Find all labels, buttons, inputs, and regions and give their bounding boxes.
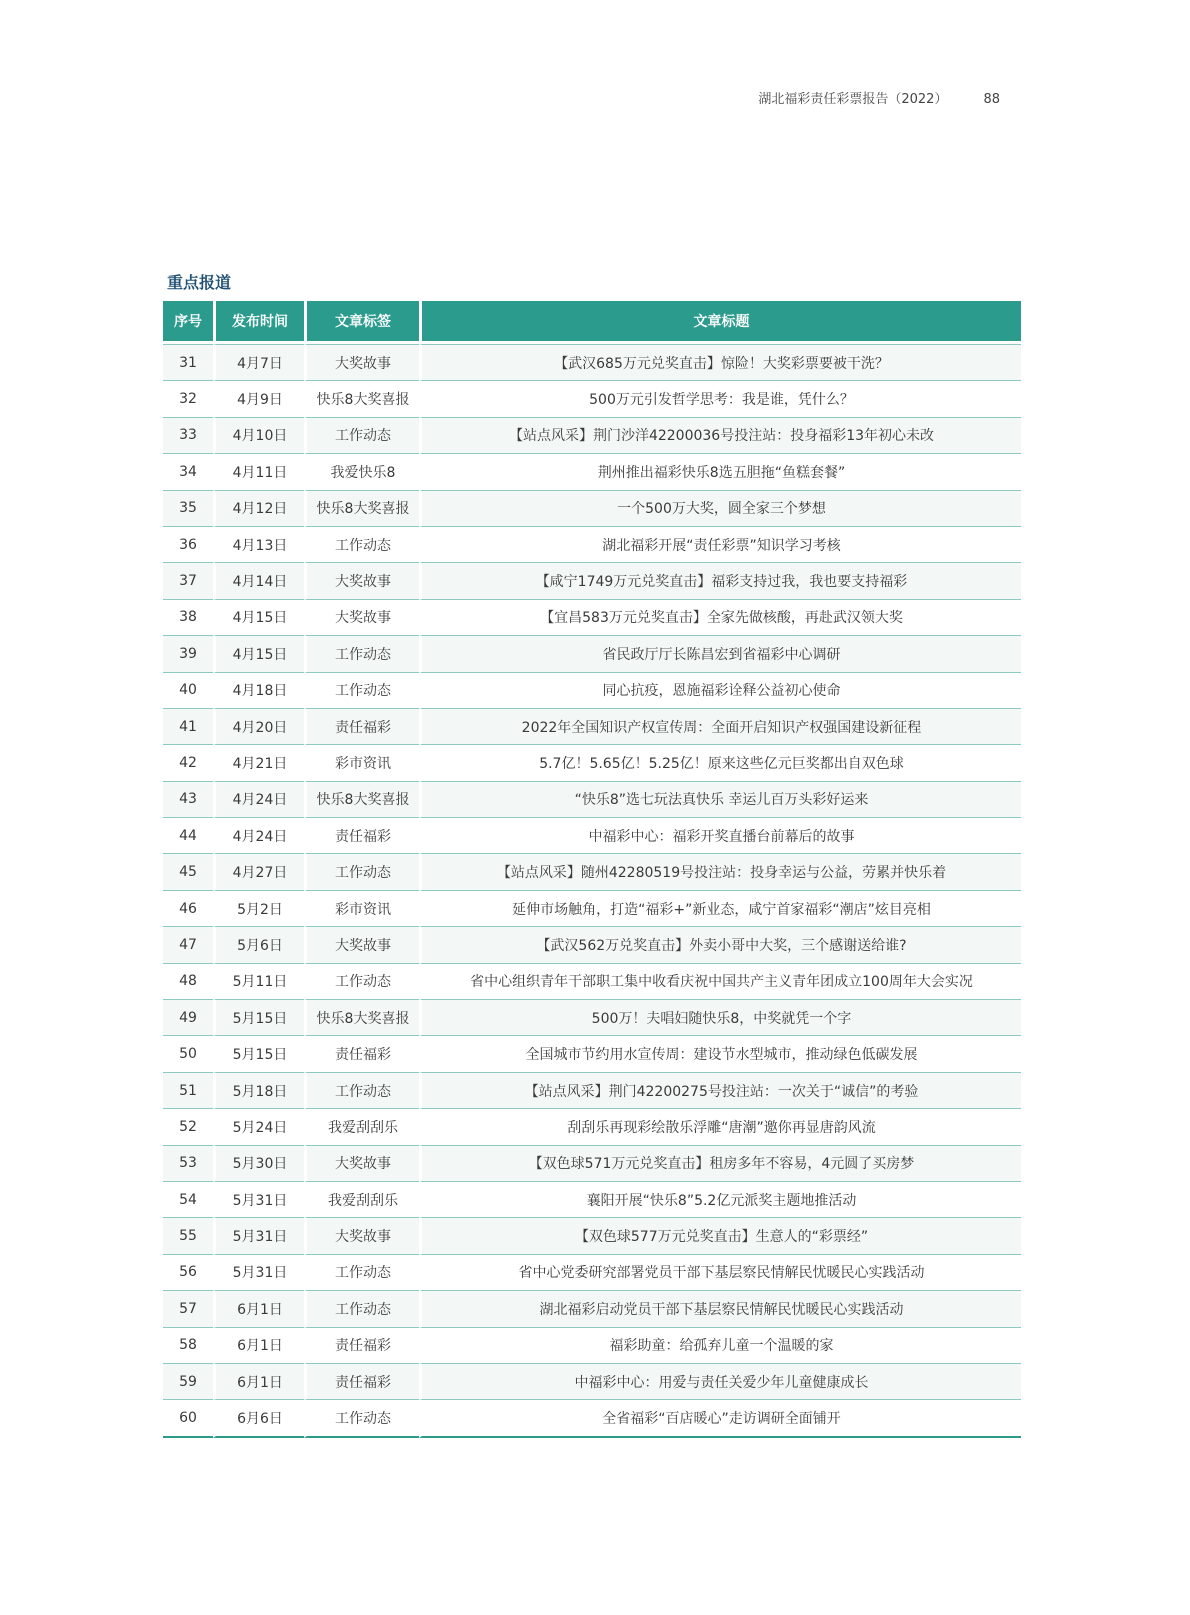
table-row bbox=[163, 781, 1021, 817]
column-header-seq: 序号 bbox=[163, 301, 213, 344]
cell-title: 中福彩中心：福彩开奖直播台前幕后的故事 bbox=[419, 817, 1021, 853]
cell-seq: 47 bbox=[163, 926, 213, 962]
cell-date: 4月12日 bbox=[213, 490, 304, 526]
cell-date: 4月24日 bbox=[213, 781, 304, 817]
table-row bbox=[163, 963, 1021, 999]
cell-date: 5月31日 bbox=[213, 1181, 304, 1217]
cell-seq: 39 bbox=[163, 635, 213, 671]
cell-tag: 我爱刮刮乐 bbox=[304, 1181, 419, 1217]
table-body bbox=[163, 344, 1021, 1438]
cell-title: 同心抗疫，恩施福彩诠释公益初心使命 bbox=[419, 672, 1021, 708]
cell-seq: 49 bbox=[163, 999, 213, 1035]
table-row bbox=[163, 453, 1021, 489]
table-row bbox=[163, 344, 1021, 380]
cell-date: 6月1日 bbox=[213, 1327, 304, 1363]
cell-tag: 责任福彩 bbox=[304, 1035, 419, 1071]
cell-date: 4月15日 bbox=[213, 599, 304, 635]
cell-title: 全国城市节约用水宣传周：建设节水型城市，推动绿色低碳发展 bbox=[419, 1035, 1021, 1071]
cell-seq: 57 bbox=[163, 1290, 213, 1326]
cell-title: 【双色球577万元兑奖直击】生意人的“彩票经” bbox=[419, 1217, 1021, 1253]
cell-title: “快乐8”选七玩法真快乐 幸运儿百万头彩好运来 bbox=[419, 781, 1021, 817]
cell-date: 5月11日 bbox=[213, 963, 304, 999]
table-row bbox=[163, 1145, 1021, 1181]
cell-tag: 大奖故事 bbox=[304, 344, 419, 380]
cell-tag: 工作动态 bbox=[304, 635, 419, 671]
cell-seq: 56 bbox=[163, 1254, 213, 1290]
cell-date: 4月27日 bbox=[213, 853, 304, 889]
table-row bbox=[163, 890, 1021, 926]
cell-seq: 41 bbox=[163, 708, 213, 744]
cell-tag: 大奖故事 bbox=[304, 599, 419, 635]
cell-tag: 工作动态 bbox=[304, 1290, 419, 1326]
cell-date: 6月1日 bbox=[213, 1290, 304, 1326]
cell-date: 4月13日 bbox=[213, 526, 304, 562]
cell-tag: 快乐8大奖喜报 bbox=[304, 781, 419, 817]
cell-date: 4月10日 bbox=[213, 417, 304, 453]
cell-title: 【站点风采】荆门沙洋42200036号投注站：投身福彩13年初心未改 bbox=[419, 417, 1021, 453]
cell-title: 荆州推出福彩快乐8选五胆拖“鱼糕套餐” bbox=[419, 453, 1021, 489]
cell-title: 【站点风采】随州42280519号投注站：投身幸运与公益，劳累并快乐着 bbox=[419, 853, 1021, 889]
table-row bbox=[163, 635, 1021, 671]
column-header-date: 发布时间 bbox=[213, 301, 304, 344]
table-row bbox=[163, 1181, 1021, 1217]
cell-tag: 大奖故事 bbox=[304, 562, 419, 598]
cell-tag: 彩市资讯 bbox=[304, 890, 419, 926]
cell-tag: 快乐8大奖喜报 bbox=[304, 380, 419, 416]
cell-tag: 工作动态 bbox=[304, 853, 419, 889]
table-row bbox=[163, 417, 1021, 453]
cell-tag: 工作动态 bbox=[304, 672, 419, 708]
cell-title: 【双色球571万元兑奖直击】租房多年不容易，4元圆了买房梦 bbox=[419, 1145, 1021, 1181]
cell-date: 4月24日 bbox=[213, 817, 304, 853]
table-row bbox=[163, 744, 1021, 780]
section-title: 重点报道 bbox=[167, 273, 232, 292]
cell-tag: 我爱刮刮乐 bbox=[304, 1108, 419, 1144]
table-row bbox=[163, 853, 1021, 889]
cell-title: 2022年全国知识产权宣传周：全面开启知识产权强国建设新征程 bbox=[419, 708, 1021, 744]
cell-seq: 36 bbox=[163, 526, 213, 562]
cell-seq: 59 bbox=[163, 1363, 213, 1399]
running-header bbox=[758, 88, 1000, 107]
table-row bbox=[163, 1035, 1021, 1071]
cell-title: 【武汉685万元兑奖直击】惊险！大奖彩票要被干洗？ bbox=[419, 344, 1021, 380]
cell-title: 省中心党委研究部署党员干部下基层察民情解民忧暖民心实践活动 bbox=[419, 1254, 1021, 1290]
cell-seq: 54 bbox=[163, 1181, 213, 1217]
cell-date: 5月6日 bbox=[213, 926, 304, 962]
cell-seq: 46 bbox=[163, 890, 213, 926]
cell-title: 5.7亿！5.65亿！5.25亿！原来这些亿元巨奖都出自双色球 bbox=[419, 744, 1021, 780]
table-row bbox=[163, 708, 1021, 744]
cell-seq: 34 bbox=[163, 453, 213, 489]
table-header-row bbox=[163, 301, 1021, 344]
cell-seq: 42 bbox=[163, 744, 213, 780]
cell-seq: 32 bbox=[163, 380, 213, 416]
cell-tag: 工作动态 bbox=[304, 1399, 419, 1437]
cell-tag: 彩市资讯 bbox=[304, 744, 419, 780]
cell-tag: 责任福彩 bbox=[304, 1327, 419, 1363]
cell-date: 4月18日 bbox=[213, 672, 304, 708]
cell-seq: 33 bbox=[163, 417, 213, 453]
table-row bbox=[163, 1399, 1021, 1437]
cell-seq: 51 bbox=[163, 1072, 213, 1108]
cell-seq: 60 bbox=[163, 1399, 213, 1437]
cell-tag: 工作动态 bbox=[304, 417, 419, 453]
cell-date: 5月15日 bbox=[213, 999, 304, 1035]
table-row bbox=[163, 1327, 1021, 1363]
cell-title: 省中心组织青年干部职工集中收看庆祝中国共产主义青年团成立100周年大会实况 bbox=[419, 963, 1021, 999]
cell-date: 4月11日 bbox=[213, 453, 304, 489]
cell-date: 5月30日 bbox=[213, 1145, 304, 1181]
cell-date: 5月31日 bbox=[213, 1254, 304, 1290]
cell-date: 4月20日 bbox=[213, 708, 304, 744]
cell-title: 【咸宁1749万元兑奖直击】福彩支持过我，我也要支持福彩 bbox=[419, 562, 1021, 598]
cell-date: 5月24日 bbox=[213, 1108, 304, 1144]
cell-tag: 快乐8大奖喜报 bbox=[304, 999, 419, 1035]
cell-date: 6月6日 bbox=[213, 1399, 304, 1437]
cell-tag: 工作动态 bbox=[304, 526, 419, 562]
table-row bbox=[163, 999, 1021, 1035]
cell-seq: 40 bbox=[163, 672, 213, 708]
cell-title: 襄阳开展“快乐8”5.2亿元派奖主题地推活动 bbox=[419, 1181, 1021, 1217]
cell-tag: 快乐8大奖喜报 bbox=[304, 490, 419, 526]
cell-seq: 55 bbox=[163, 1217, 213, 1253]
cell-seq: 53 bbox=[163, 1145, 213, 1181]
table-row bbox=[163, 817, 1021, 853]
cell-title: 500万元引发哲学思考：我是谁，凭什么？ bbox=[419, 380, 1021, 416]
cell-tag: 工作动态 bbox=[304, 1254, 419, 1290]
cell-date: 6月1日 bbox=[213, 1363, 304, 1399]
cell-tag: 大奖故事 bbox=[304, 1217, 419, 1253]
cell-title: 刮刮乐再现彩绘散乐浮雕“唐潮”邀你再显唐韵风流 bbox=[419, 1108, 1021, 1144]
page-number: 88 bbox=[983, 92, 1000, 107]
cell-seq: 44 bbox=[163, 817, 213, 853]
cell-tag: 大奖故事 bbox=[304, 1145, 419, 1181]
cell-seq: 50 bbox=[163, 1035, 213, 1071]
cell-date: 4月15日 bbox=[213, 635, 304, 671]
cell-title: 湖北福彩开展“责任彩票”知识学习考核 bbox=[419, 526, 1021, 562]
cell-date: 5月2日 bbox=[213, 890, 304, 926]
cell-date: 4月7日 bbox=[213, 344, 304, 380]
cell-date: 4月14日 bbox=[213, 562, 304, 598]
cell-title: 省民政厅厅长陈昌宏到省福彩中心调研 bbox=[419, 635, 1021, 671]
table-row bbox=[163, 526, 1021, 562]
cell-date: 4月21日 bbox=[213, 744, 304, 780]
table-row bbox=[163, 1217, 1021, 1253]
cell-title: 延伸市场触角，打造“福彩+”新业态，咸宁首家福彩“潮店”炫目亮相 bbox=[419, 890, 1021, 926]
report-title: 湖北福彩责任彩票报告（2022） bbox=[758, 92, 948, 107]
table-row bbox=[163, 562, 1021, 598]
column-header-title: 文章标题 bbox=[419, 301, 1021, 344]
cell-tag: 责任福彩 bbox=[304, 1363, 419, 1399]
cell-date: 5月15日 bbox=[213, 1035, 304, 1071]
cell-title: 【宜昌583万元兑奖直击】全家先做核酸，再赴武汉领大奖 bbox=[419, 599, 1021, 635]
table-row bbox=[163, 490, 1021, 526]
cell-title: 中福彩中心：用爱与责任关爱少年儿童健康成长 bbox=[419, 1363, 1021, 1399]
cell-title: 500万！夫唱妇随快乐8，中奖就凭一个字 bbox=[419, 999, 1021, 1035]
table-row bbox=[163, 380, 1021, 416]
table-row bbox=[163, 1108, 1021, 1144]
cell-tag: 工作动态 bbox=[304, 963, 419, 999]
cell-date: 5月18日 bbox=[213, 1072, 304, 1108]
news-table bbox=[163, 301, 1021, 1438]
cell-seq: 31 bbox=[163, 344, 213, 380]
cell-title: 【站点风采】荆门42200275号投注站：一次关于“诚信”的考验 bbox=[419, 1072, 1021, 1108]
cell-seq: 35 bbox=[163, 490, 213, 526]
cell-date: 4月9日 bbox=[213, 380, 304, 416]
table-row bbox=[163, 1290, 1021, 1326]
table-row bbox=[163, 1254, 1021, 1290]
cell-title: 一个500万大奖，圆全家三个梦想 bbox=[419, 490, 1021, 526]
cell-title: 福彩助童：给孤弃儿童一个温暖的家 bbox=[419, 1327, 1021, 1363]
cell-date: 5月31日 bbox=[213, 1217, 304, 1253]
cell-title: 【武汉562万兑奖直击】外卖小哥中大奖，三个感谢送给谁? bbox=[419, 926, 1021, 962]
cell-seq: 45 bbox=[163, 853, 213, 889]
table-row bbox=[163, 1072, 1021, 1108]
column-header-tag: 文章标签 bbox=[304, 301, 419, 344]
table-row bbox=[163, 672, 1021, 708]
cell-seq: 52 bbox=[163, 1108, 213, 1144]
cell-tag: 责任福彩 bbox=[304, 817, 419, 853]
cell-seq: 37 bbox=[163, 562, 213, 598]
cell-tag: 大奖故事 bbox=[304, 926, 419, 962]
cell-title: 湖北福彩启动党员干部下基层察民情解民忧暖民心实践活动 bbox=[419, 1290, 1021, 1326]
table-row bbox=[163, 1363, 1021, 1399]
cell-seq: 43 bbox=[163, 781, 213, 817]
cell-title: 全省福彩“百店暖心”走访调研全面铺开 bbox=[419, 1399, 1021, 1437]
cell-seq: 38 bbox=[163, 599, 213, 635]
cell-seq: 48 bbox=[163, 963, 213, 999]
cell-tag: 我爱快乐8 bbox=[304, 453, 419, 489]
table-row bbox=[163, 599, 1021, 635]
cell-tag: 责任福彩 bbox=[304, 708, 419, 744]
table-row bbox=[163, 926, 1021, 962]
cell-seq: 58 bbox=[163, 1327, 213, 1363]
cell-tag: 工作动态 bbox=[304, 1072, 419, 1108]
